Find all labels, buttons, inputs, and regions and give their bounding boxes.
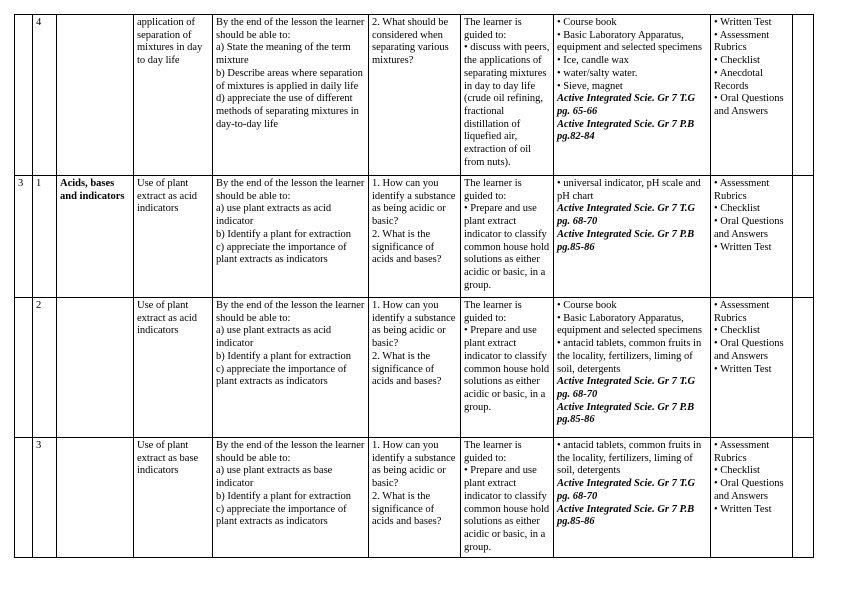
cell-outcomes: [213, 438, 369, 558]
text-block: • Prepare and use plant extract indicator to classify common house hold solutions as either acidic or basic, in a group.: [464, 465, 550, 553]
table-row: [15, 15, 814, 176]
cell-outcomes: [213, 176, 369, 298]
text-block: Active Integrated Scie. Gr 7 T.G pg. 68-70: [557, 376, 696, 400]
text-block: 3: [36, 440, 42, 451]
text-block: 1. How can you identify a substance as being acidic or basic?: [372, 178, 456, 228]
text-block: • discuss with peers, the applications of separating mixtures in day to day life (crude oil refining, fractional distillation of liquefied air, extraction of oil from nuts).: [464, 42, 550, 168]
text-block: • Assessment Rubrics: [714, 29, 770, 54]
cell-lesson: [33, 15, 57, 176]
cell-experiences: [461, 438, 554, 558]
text-block: 3: [18, 178, 24, 189]
text-block: 2: [36, 300, 42, 311]
text-block: b) Identify a plant for extraction: [216, 490, 351, 502]
text-block: Active Integrated Scie. Gr 7 P.B pg.82-84: [557, 118, 695, 143]
cell-assessment: [711, 298, 793, 438]
table-row: [15, 176, 814, 298]
text-block: a) use plant extracts as acid indicator: [216, 203, 332, 228]
cell-inquiry: [369, 298, 461, 438]
text-block: • Basic Laboratory Apparatus, equipment and selected specimens: [557, 29, 702, 54]
text-block: a) State the meaning of the term mixture: [216, 42, 351, 67]
cell-inquiry: [369, 176, 461, 298]
text-block: d) appreciate the use of different methods of separating mixtures in day-to-day life: [216, 93, 359, 130]
text-block: • Prepare and use plant extract indicator to classify common house hold solutions as either acidic or basic, in a group.: [464, 203, 550, 291]
cell-week: [15, 438, 33, 558]
cell-week: [15, 176, 33, 298]
cell-experiences: [461, 15, 554, 176]
cell-outcomes: [213, 15, 369, 176]
text-block: • Basic Laboratory Apparatus, equipment and selected specimens: [557, 312, 702, 337]
text-block: • Assessment Rubrics: [714, 300, 770, 324]
text-block: Use of plant extract as base indicators: [137, 440, 199, 477]
text-block: • water/salty water.: [557, 67, 638, 79]
text-block: • Written Test: [714, 17, 772, 28]
cell-strand: [57, 176, 134, 298]
text-block: • Oral Questions and Answers: [714, 93, 784, 117]
cell-assessment: [711, 438, 793, 558]
text-block: • Prepare and use plant extract indicator to classify common house hold solutions as either acidic or basic, in a group.: [464, 325, 550, 413]
text-block: • antacid tablets, common fruits in the locality, fertilizers, liming of soil, detergents: [557, 338, 702, 375]
cell-experiences: [461, 298, 554, 438]
text-block: • Ice, candle wax: [557, 55, 629, 67]
text-block: By the end of the lesson the learner should be able to:: [216, 440, 365, 464]
cell-strand: [57, 298, 134, 438]
cell-week: [15, 15, 33, 176]
cell-experiences: [461, 176, 554, 298]
text-block: c) appreciate the importance of plant extracts as indicators: [216, 241, 347, 266]
text-block: The learner is guided to:: [464, 178, 522, 202]
cell-inquiry: [369, 438, 461, 558]
text-block: The learner is guided to:: [464, 17, 522, 41]
cell-substrand: [134, 438, 213, 558]
text-block: Acids, bases and indicators: [60, 178, 125, 202]
text-block: b) Describe areas where separation of mixtures is applied in daily life: [216, 67, 363, 92]
text-block: • Checklist: [714, 325, 760, 337]
cell-substrand: [134, 176, 213, 298]
text-block: By the end of the lesson the learner should be able to:: [216, 178, 365, 202]
text-block: 4: [36, 17, 42, 28]
cell-assessment: [711, 15, 793, 176]
text-block: • Assessment Rubrics: [714, 178, 770, 202]
text-block: By the end of the lesson the learner should be able to:: [216, 17, 365, 41]
text-block: b) Identify a plant for extraction: [216, 350, 351, 362]
text-block: • universal indicator, pH scale and pH chart: [557, 178, 701, 202]
text-block: a) use plant extracts as acid indicator: [216, 325, 332, 350]
text-block: Active Integrated Scie. Gr 7 T.G pg. 68-70: [557, 203, 696, 228]
text-block: 2. What is the significance of acids and bases?: [372, 350, 442, 388]
text-block: Use of plant extract as acid indicators: [137, 178, 198, 215]
text-block: • Sieve, magnet: [557, 80, 623, 92]
text-block: • Checklist: [714, 55, 760, 67]
text-block: • antacid tablets, common fruits in the locality, fertilizers, liming of soil, detergents: [557, 440, 702, 477]
cell-remarks: [793, 15, 814, 176]
text-block: 1: [36, 178, 42, 189]
lesson-plan-table: [14, 14, 814, 558]
cell-lesson: [33, 298, 57, 438]
text-block: 1. How can you identify a substance as being acidic or basic?: [372, 440, 456, 490]
text-block: • Written Test: [714, 503, 772, 515]
cell-substrand: [134, 298, 213, 438]
cell-inquiry: [369, 15, 461, 176]
text-block: • Anecdotal Records: [714, 67, 763, 92]
text-block: a) use plant extracts as base indicator: [216, 465, 333, 490]
text-block: 1. How can you identify a substance as being acidic or basic?: [372, 300, 456, 350]
cell-lesson: [33, 438, 57, 558]
text-block: 2. What is the significance of acids and bases?: [372, 490, 442, 528]
table-row: [15, 298, 814, 438]
text-block: Active Integrated Scie. Gr 7 T.G pg. 68-70: [557, 478, 696, 502]
text-block: • Assessment Rubrics: [714, 440, 770, 464]
text-block: • Course book: [557, 300, 617, 311]
text-block: • Oral Questions and Answers: [714, 216, 784, 240]
cell-lesson: [33, 176, 57, 298]
text-block: Active Integrated Scie. Gr 7 P.B pg.85-86: [557, 401, 695, 426]
lesson-plan-table-body: [15, 15, 814, 558]
cell-strand: [57, 438, 134, 558]
text-block: application of separation of mixtures in day to day life: [137, 17, 203, 67]
text-block: 2. What is the significance of acids and bases?: [372, 228, 442, 266]
text-block: The learner is guided to:: [464, 300, 522, 324]
text-block: • Written Test: [714, 363, 772, 375]
text-block: • Course book: [557, 17, 617, 28]
text-block: • Oral Questions and Answers: [714, 338, 784, 362]
cell-remarks: [793, 176, 814, 298]
text-block: • Checklist: [714, 203, 760, 215]
text-block: c) appreciate the importance of plant extracts as indicators: [216, 363, 347, 388]
cell-strand: [57, 15, 134, 176]
text-block: • Oral Questions and Answers: [714, 478, 784, 502]
text-block: Use of plant extract as acid indicators: [137, 300, 198, 337]
text-block: Active Integrated Scie. Gr 7 T.G pg. 65-66: [557, 93, 696, 117]
cell-substrand: [134, 15, 213, 176]
text-block: Active Integrated Scie. Gr 7 P.B pg.85-86: [557, 228, 695, 253]
text-block: c) appreciate the importance of plant extracts as indicators: [216, 503, 347, 528]
cell-resources: [554, 15, 711, 176]
text-block: Active Integrated Scie. Gr 7 P.B pg.85-86: [557, 503, 695, 528]
text-block: • Checklist: [714, 465, 760, 477]
cell-week: [15, 298, 33, 438]
text-block: The learner is guided to:: [464, 440, 522, 464]
table-row: [15, 438, 814, 558]
cell-remarks: [793, 438, 814, 558]
cell-resources: [554, 298, 711, 438]
text-block: b) Identify a plant for extraction: [216, 228, 351, 240]
text-block: • Written Test: [714, 241, 772, 253]
text-block: By the end of the lesson the learner should be able to:: [216, 300, 365, 324]
cell-resources: [554, 438, 711, 558]
cell-assessment: [711, 176, 793, 298]
cell-outcomes: [213, 298, 369, 438]
cell-remarks: [793, 298, 814, 438]
cell-resources: [554, 176, 711, 298]
text-block: 2. What should be considered when separating various mixtures?: [372, 17, 449, 67]
